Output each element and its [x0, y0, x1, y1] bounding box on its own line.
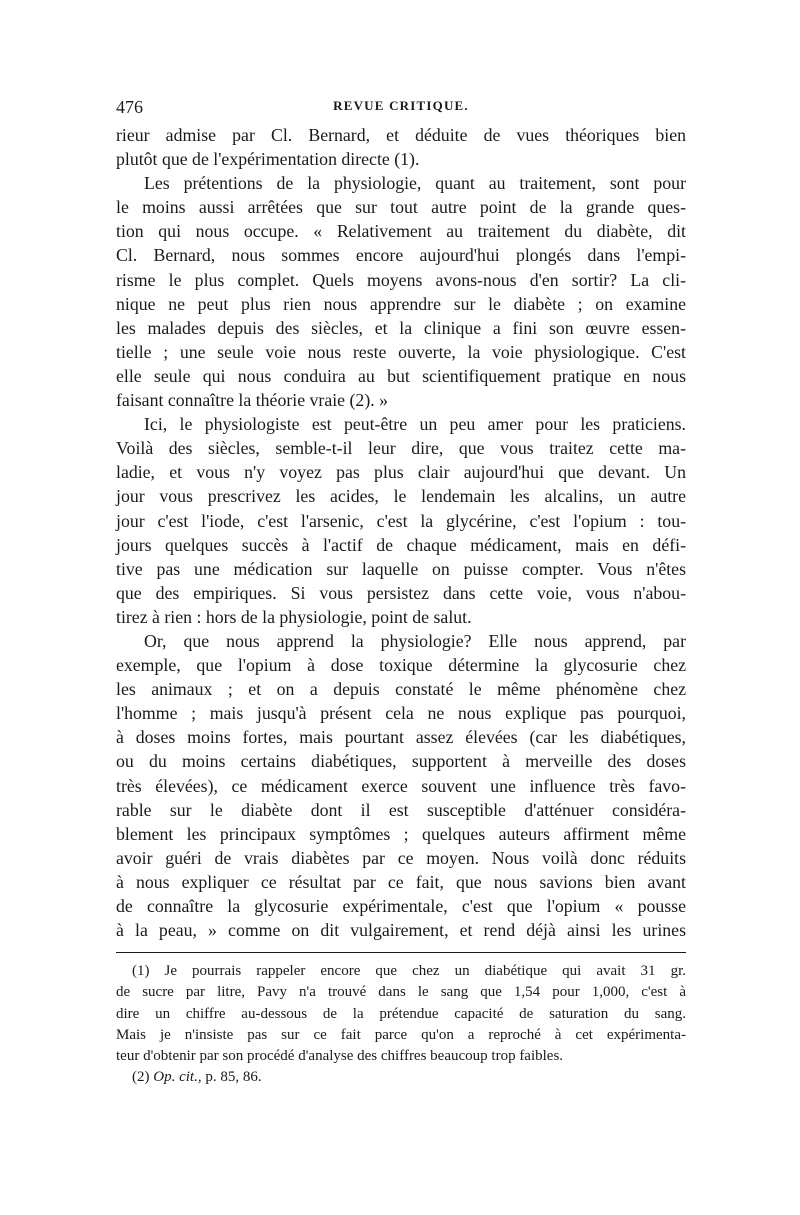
- body-text: [116, 123, 686, 942]
- footnote-2-pages: , p. 85, 86.: [197, 1069, 262, 1086]
- footnote-2-prefix: (2): [132, 1069, 154, 1086]
- paragraph-3: [116, 412, 686, 629]
- text-line: avoir guéri de vrais diabètes par ce moyen. Nous voilà donc réduits: [116, 847, 686, 868]
- footnote-line: Mais je n'insiste pas sur ce fait parce qu'on a reproché à cet expérimenta-: [116, 1026, 686, 1043]
- text-line: Les prétentions de la physiologie, quant au traitement, sont pour: [144, 173, 686, 194]
- text-line: de connaître la glycosurie expérimentale, c'est que l'opium « pousse: [116, 896, 686, 916]
- text-line: jour c'est l'iode, c'est l'arsenic, c'est la glycérine, c'est l'opium : tou-: [116, 510, 686, 531]
- text-line: ou du moins certains diabétiques, supportent à merveille des doses: [116, 751, 686, 772]
- footnote-line: (1) Je pourrais rappeler encore que chez un diabétique qui avait 31 gr.: [132, 963, 686, 980]
- paragraph-4: [116, 629, 686, 942]
- page-number: 476: [116, 97, 143, 117]
- text-line: tirez à rien : hors de la physiologie, point de salut.: [116, 606, 472, 627]
- text-line: Or, que nous apprend la physiologie? Elle nous apprend, par: [144, 630, 686, 651]
- text-line: Voilà des siècles, semble-t-il leur dire, que vous traitez cette ma-: [116, 438, 686, 459]
- footnotes: [116, 961, 686, 1088]
- paragraph-1: [116, 123, 686, 171]
- text-line: l'homme ; mais jusqu'à présent cela ne nous explique pas pourquoi,: [116, 703, 686, 724]
- text-line: tion qui nous occupe. « Relativement au traitement du diabète, dit: [116, 221, 686, 242]
- footnote-line: dire un chiffre au-dessous de la prétendue capacité de saturation du sang.: [116, 1005, 686, 1022]
- document-page: [116, 95, 686, 1088]
- paragraph-2: [116, 171, 686, 412]
- footnote-2-citation: Op. cit.: [153, 1069, 198, 1086]
- text-line: faisant connaître la théorie vraie (2). »: [116, 390, 389, 411]
- text-line: exemple, que l'opium à dose toxique détermine la glycosurie chez: [116, 655, 686, 676]
- text-line: à la peau, » comme on dit vulgairement, et rend déjà ainsi les urines: [116, 920, 686, 941]
- footnote-1: [116, 961, 686, 1067]
- running-title: REVUE CRITIQUE.: [333, 98, 469, 113]
- text-line: jour vous prescrivez les acides, le lendemain les alcalins, un autre: [116, 486, 686, 507]
- text-line: les malades depuis des siècles, et la clinique a fini son œuvre essen-: [116, 317, 686, 338]
- text-line: à nous expliquer ce résultat par ce fait, que nous savions bien avant: [116, 871, 686, 892]
- text-line: à doses moins fortes, mais pourtant assez élevées (car les diabétiques,: [116, 727, 686, 748]
- text-line: nique ne peut plus rien nous apprendre sur le diabète ; on examine: [116, 293, 686, 314]
- text-line: risme le plus complet. Quels moyens avons-nous d'en sortir? La cli-: [116, 269, 686, 290]
- text-line: blement les principaux symptômes ; quelques auteurs affirment même: [116, 823, 686, 844]
- text-line: rable sur le diabète dont il est susceptible d'atténuer considéra-: [116, 799, 686, 820]
- text-line: tielle ; une seule voie nous reste ouverte, la voie physiologique. C'est: [116, 341, 686, 362]
- text-line: ladie, et vous n'y voyez pas plus clair aujourd'hui que devant. Un: [116, 462, 686, 483]
- text-line: les animaux ; et on a depuis constaté le même phénomène chez: [116, 679, 686, 700]
- text-line: le moins aussi arrêtées que sur tout autre point de la grande ques-: [116, 197, 686, 218]
- text-line: que des empiriques. Si vous persistez dans cette voie, vous n'abou-: [116, 582, 686, 603]
- footnote-line: teur d'obtenir par son procédé d'analyse des chiffres beaucoup trop faibles.: [116, 1048, 564, 1064]
- text-line: tive pas une médication sur laquelle on puisse compter. Vous n'êtes: [116, 558, 686, 579]
- text-line: elle seule qui nous conduira au but scientifiquement pratique en nous: [116, 365, 686, 386]
- text-line: jours quelques succès à l'actif de chaque médicament, mais en défi-: [116, 534, 686, 555]
- footnote-line: de sucre par litre, Pavy n'a trouvé dans le sang que 1,54 pour 1,000, c'est à: [116, 984, 686, 1001]
- text-line: rieur admise par Cl. Bernard, et déduite de vues théoriques bien: [116, 125, 686, 145]
- page-header: [116, 95, 686, 123]
- footnote-divider: [116, 952, 686, 953]
- footnote-2: [116, 1067, 686, 1088]
- text-line: Cl. Bernard, nous sommes encore aujourd'hui plongés dans l'empi-: [116, 245, 686, 266]
- text-line: très élevées), ce médicament exerce souvent une influence très favo-: [116, 775, 686, 796]
- text-line: Ici, le physiologiste est peut-être un peu amer pour les praticiens.: [144, 414, 686, 435]
- text-line: plutôt que de l'expérimentation directe (1).: [116, 149, 420, 170]
